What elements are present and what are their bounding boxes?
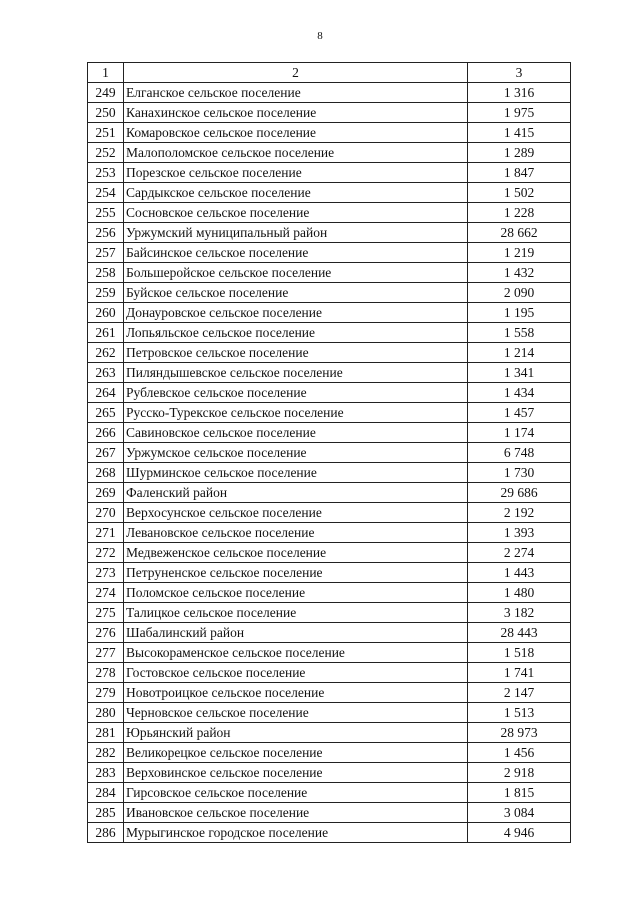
row-number-cell: 281 <box>88 723 124 743</box>
value-cell: 1 341 <box>468 363 571 383</box>
table-row <box>88 623 571 643</box>
settlement-name-cell: Черновское сельское поселение <box>124 703 468 723</box>
value-cell: 2 090 <box>468 283 571 303</box>
value-cell: 1 730 <box>468 463 571 483</box>
table-row <box>88 803 571 823</box>
value-cell: 1 228 <box>468 203 571 223</box>
row-number-cell: 263 <box>88 363 124 383</box>
value-cell: 1 558 <box>468 323 571 343</box>
value-cell: 2 274 <box>468 543 571 563</box>
settlement-name-cell: Русско-Турекское сельское поселение <box>124 403 468 423</box>
value-cell: 1 457 <box>468 403 571 423</box>
row-number-cell: 258 <box>88 263 124 283</box>
value-cell: 1 415 <box>468 123 571 143</box>
value-cell: 4 946 <box>468 823 571 843</box>
settlement-name-cell: Елганское сельское поселение <box>124 83 468 103</box>
table-body <box>88 83 571 843</box>
table-row <box>88 323 571 343</box>
row-number-cell: 279 <box>88 683 124 703</box>
row-number-cell: 265 <box>88 403 124 423</box>
column-header-number: 1 <box>88 63 124 83</box>
settlement-name-cell: Левановское сельское поселение <box>124 523 468 543</box>
settlement-name-cell: Порезское сельское поселение <box>124 163 468 183</box>
settlement-name-cell: Высокораменское сельское поселение <box>124 643 468 663</box>
settlement-name-cell: Верхосунское сельское поселение <box>124 503 468 523</box>
table-row <box>88 103 571 123</box>
settlement-name-cell: Медвеженское сельское поселение <box>124 543 468 563</box>
row-number-cell: 278 <box>88 663 124 683</box>
row-number-cell: 255 <box>88 203 124 223</box>
row-number-cell: 267 <box>88 443 124 463</box>
table-header-row <box>88 63 571 83</box>
row-number-cell: 269 <box>88 483 124 503</box>
value-cell: 6 748 <box>468 443 571 463</box>
table-row <box>88 423 571 443</box>
value-cell: 2 918 <box>468 763 571 783</box>
row-number-cell: 253 <box>88 163 124 183</box>
settlement-name-cell: Большеройское сельское поселение <box>124 263 468 283</box>
row-number-cell: 249 <box>88 83 124 103</box>
table-row <box>88 443 571 463</box>
row-number-cell: 280 <box>88 703 124 723</box>
value-cell: 28 662 <box>468 223 571 243</box>
value-cell: 1 393 <box>468 523 571 543</box>
value-cell: 1 316 <box>468 83 571 103</box>
table-row <box>88 143 571 163</box>
column-header-name: 2 <box>124 63 468 83</box>
settlement-name-cell: Юрьянский район <box>124 723 468 743</box>
value-cell: 1 975 <box>468 103 571 123</box>
value-cell: 1 443 <box>468 563 571 583</box>
table-row <box>88 503 571 523</box>
row-number-cell: 277 <box>88 643 124 663</box>
row-number-cell: 270 <box>88 503 124 523</box>
settlement-name-cell: Канахинское сельское поселение <box>124 103 468 123</box>
column-header-value: 3 <box>468 63 571 83</box>
value-cell: 1 432 <box>468 263 571 283</box>
table-row <box>88 723 571 743</box>
settlement-name-cell: Петровское сельское поселение <box>124 343 468 363</box>
settlement-name-cell: Донауровское сельское поселение <box>124 303 468 323</box>
row-number-cell: 261 <box>88 323 124 343</box>
value-cell: 3 084 <box>468 803 571 823</box>
table-row <box>88 683 571 703</box>
table-row <box>88 303 571 323</box>
row-number-cell: 273 <box>88 563 124 583</box>
table-row <box>88 763 571 783</box>
row-number-cell: 264 <box>88 383 124 403</box>
row-number-cell: 271 <box>88 523 124 543</box>
value-cell: 2 147 <box>468 683 571 703</box>
value-cell: 2 192 <box>468 503 571 523</box>
settlement-name-cell: Байсинское сельское поселение <box>124 243 468 263</box>
value-cell: 3 182 <box>468 603 571 623</box>
settlement-name-cell: Новотроицкое сельское поселение <box>124 683 468 703</box>
table-row <box>88 463 571 483</box>
value-cell: 1 195 <box>468 303 571 323</box>
row-number-cell: 283 <box>88 763 124 783</box>
row-number-cell: 268 <box>88 463 124 483</box>
table-row <box>88 823 571 843</box>
table-row <box>88 343 571 363</box>
row-number-cell: 276 <box>88 623 124 643</box>
value-cell: 1 513 <box>468 703 571 723</box>
row-number-cell: 275 <box>88 603 124 623</box>
settlement-name-cell: Гирсовское сельское поселение <box>124 783 468 803</box>
settlement-name-cell: Мурыгинское городское поселение <box>124 823 468 843</box>
table-row <box>88 163 571 183</box>
value-cell: 1 434 <box>468 383 571 403</box>
table-row <box>88 643 571 663</box>
row-number-cell: 250 <box>88 103 124 123</box>
table-row <box>88 583 571 603</box>
settlement-name-cell: Сосновское сельское поселение <box>124 203 468 223</box>
table-row <box>88 283 571 303</box>
table-row <box>88 83 571 103</box>
table-row <box>88 403 571 423</box>
row-number-cell: 282 <box>88 743 124 763</box>
row-number-cell: 260 <box>88 303 124 323</box>
row-number-cell: 285 <box>88 803 124 823</box>
row-number-cell: 272 <box>88 543 124 563</box>
row-number-cell: 254 <box>88 183 124 203</box>
table-row <box>88 663 571 683</box>
value-cell: 28 443 <box>468 623 571 643</box>
table-row <box>88 263 571 283</box>
settlement-name-cell: Шабалинский район <box>124 623 468 643</box>
table-row <box>88 363 571 383</box>
settlement-name-cell: Верховинское сельское поселение <box>124 763 468 783</box>
table-row <box>88 563 571 583</box>
row-number-cell: 259 <box>88 283 124 303</box>
row-number-cell: 256 <box>88 223 124 243</box>
value-cell: 1 289 <box>468 143 571 163</box>
table-row <box>88 383 571 403</box>
settlement-name-cell: Фаленский район <box>124 483 468 503</box>
value-cell: 1 815 <box>468 783 571 803</box>
row-number-cell: 252 <box>88 143 124 163</box>
table-row <box>88 183 571 203</box>
table-row <box>88 483 571 503</box>
settlement-name-cell: Шурминское сельское поселение <box>124 463 468 483</box>
settlement-name-cell: Пиляндышевское сельское поселение <box>124 363 468 383</box>
table-row <box>88 783 571 803</box>
value-cell: 1 741 <box>468 663 571 683</box>
settlement-name-cell: Лопьяльское сельское поселение <box>124 323 468 343</box>
settlement-name-cell: Великорецкое сельское поселение <box>124 743 468 763</box>
value-cell: 28 973 <box>468 723 571 743</box>
table-row <box>88 543 571 563</box>
table-row <box>88 743 571 763</box>
row-number-cell: 274 <box>88 583 124 603</box>
settlement-name-cell: Савиновское сельское поселение <box>124 423 468 443</box>
value-cell: 1 219 <box>468 243 571 263</box>
value-cell: 1 847 <box>468 163 571 183</box>
table-row <box>88 703 571 723</box>
value-cell: 1 502 <box>468 183 571 203</box>
table-row <box>88 223 571 243</box>
settlement-name-cell: Комаровское сельское поселение <box>124 123 468 143</box>
settlement-name-cell: Поломское сельское поселение <box>124 583 468 603</box>
row-number-cell: 257 <box>88 243 124 263</box>
value-cell: 1 214 <box>468 343 571 363</box>
settlement-name-cell: Уржумский муниципальный район <box>124 223 468 243</box>
settlement-name-cell: Гостовское сельское поселение <box>124 663 468 683</box>
table-row <box>88 523 571 543</box>
settlements-table <box>87 62 571 843</box>
settlement-name-cell: Рублевское сельское поселение <box>124 383 468 403</box>
value-cell: 29 686 <box>468 483 571 503</box>
table-row <box>88 123 571 143</box>
value-cell: 1 174 <box>468 423 571 443</box>
table-row <box>88 203 571 223</box>
row-number-cell: 266 <box>88 423 124 443</box>
settlement-name-cell: Уржумское сельское поселение <box>124 443 468 463</box>
value-cell: 1 456 <box>468 743 571 763</box>
table-row <box>88 243 571 263</box>
settlement-name-cell: Талицкое сельское поселение <box>124 603 468 623</box>
settlement-name-cell: Петруненское сельское поселение <box>124 563 468 583</box>
settlement-name-cell: Малополомское сельское поселение <box>124 143 468 163</box>
table-row <box>88 603 571 623</box>
settlement-name-cell: Буйское сельское поселение <box>124 283 468 303</box>
row-number-cell: 284 <box>88 783 124 803</box>
value-cell: 1 480 <box>468 583 571 603</box>
row-number-cell: 286 <box>88 823 124 843</box>
row-number-cell: 262 <box>88 343 124 363</box>
settlement-name-cell: Ивановское сельское поселение <box>124 803 468 823</box>
settlement-name-cell: Сардыкское сельское поселение <box>124 183 468 203</box>
row-number-cell: 251 <box>88 123 124 143</box>
page-number: 8 <box>317 30 323 42</box>
value-cell: 1 518 <box>468 643 571 663</box>
